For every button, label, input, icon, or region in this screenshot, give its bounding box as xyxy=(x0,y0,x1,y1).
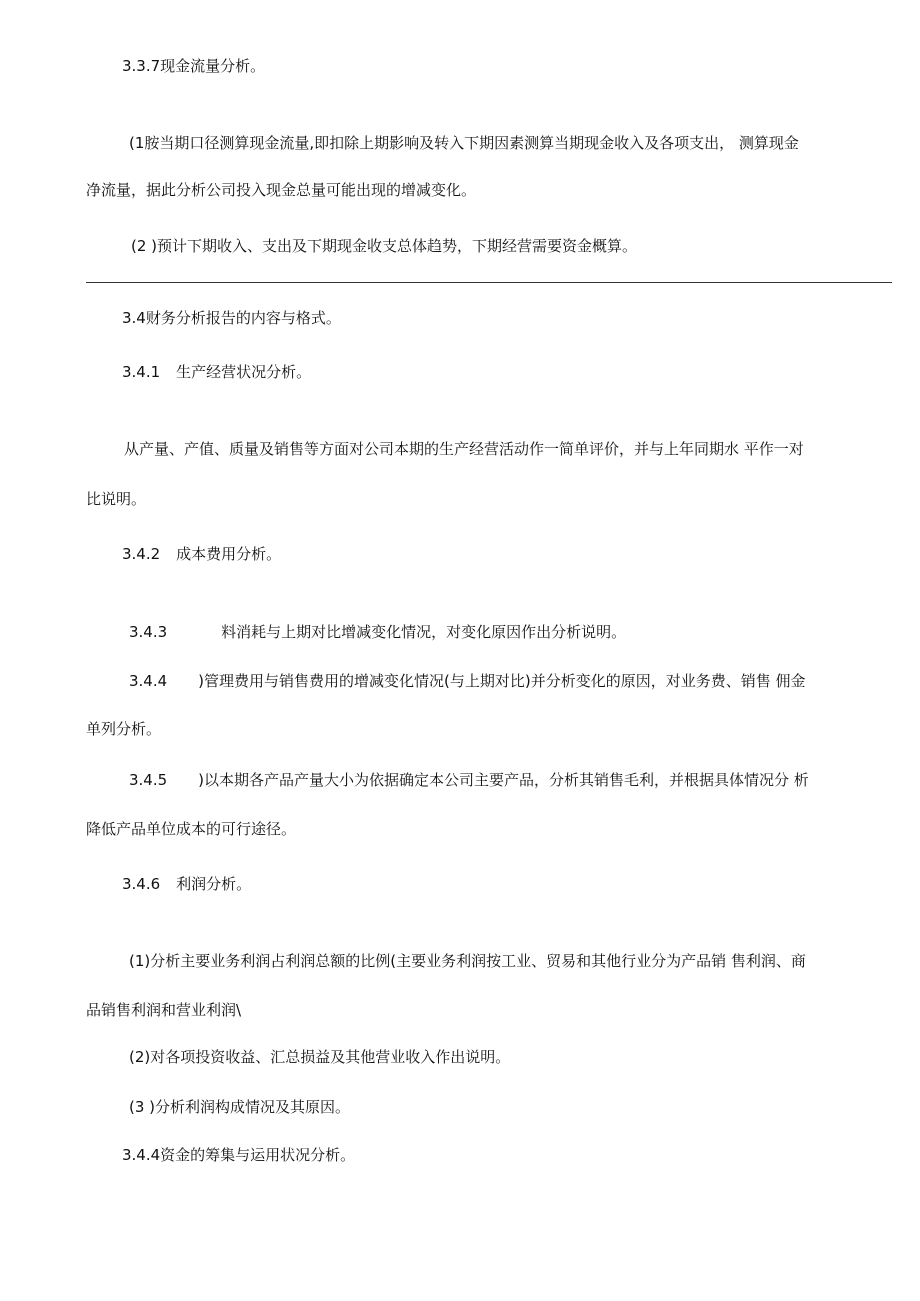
paragraph-line: 降低产品单位成本的可行途径。 xyxy=(86,820,297,838)
section-number: 3.4.3 xyxy=(129,623,168,641)
paragraph-line: 净流量，据此分析公司投入现金总量可能出现的增减变化。 xyxy=(86,181,477,199)
section-number: 3.4.1 xyxy=(122,363,161,381)
paragraph-line: (1)分析主要业务利润占利润总额的比例(主要业务利润按工业、贸易和其他行业分为产品销 售利润、商 xyxy=(129,952,806,970)
section-number: 3.4.5 xyxy=(129,771,168,789)
section-title: 生产经营状况分析。 xyxy=(176,363,312,381)
heading-3-4-6 xyxy=(122,874,251,894)
section-number: 3.4.4 xyxy=(129,672,168,690)
section-title: )管理费用与销售费用的增减变化情况(与上期对比)并分析变化的原因，对业务费、销售 佣金 xyxy=(198,672,806,690)
paragraph-line: 比说明。 xyxy=(86,490,147,508)
horizontal-divider xyxy=(86,282,892,283)
heading-3-4-4-funds: 3.4.4资金的筹集与运用状况分析。 xyxy=(122,1146,356,1164)
heading-3-3-7: 3.3.7现金流量分析。 xyxy=(122,57,266,75)
heading-3-4-5 xyxy=(129,770,809,790)
section-title: 成本费用分析。 xyxy=(176,545,282,563)
heading-3-4: 3.4财务分析报告的内容与格式。 xyxy=(122,309,341,327)
section-number: 3.4.6 xyxy=(122,875,161,893)
paragraph-line: (2)对各项投资收益、汇总损益及其他营业收入作出说明。 xyxy=(129,1048,511,1066)
paragraph-line: (1胺当期口径测算现金流量,即扣除上期影响及转入下期因素测算当期现金收入及各项支出， 测算现金 xyxy=(129,134,799,152)
paragraph-line: (3 )分析利润构成情况及其原因。 xyxy=(129,1098,351,1116)
heading-3-4-2 xyxy=(122,544,281,564)
heading-3-4-1 xyxy=(122,362,311,382)
paragraph-line: 品销售利润和营业利润\ xyxy=(86,1001,242,1019)
paragraph-line: 单列分析。 xyxy=(86,720,162,738)
heading-3-4-3 xyxy=(129,622,626,642)
heading-3-4-4 xyxy=(129,671,806,691)
section-title: )以本期各产品产量大小为依据确定本公司主要产品，分析其销售毛利，并根据具体情况分 析 xyxy=(198,771,809,789)
paragraph-line: 从产量、产值、质量及销售等方面对公司本期的生产经营活动作一简单评价，并与上年同期水 平作一对 xyxy=(124,440,804,458)
section-title: 利润分析。 xyxy=(176,875,252,893)
paragraph-line: (2 )预计下期收入、支出及下期现金收支总体趋势，下期经营需要资金概算。 xyxy=(131,237,638,255)
section-number: 3.4.2 xyxy=(122,545,161,563)
section-title: 料消耗与上期对比增减变化情况，对变化原因作出分析说明。 xyxy=(221,623,627,641)
